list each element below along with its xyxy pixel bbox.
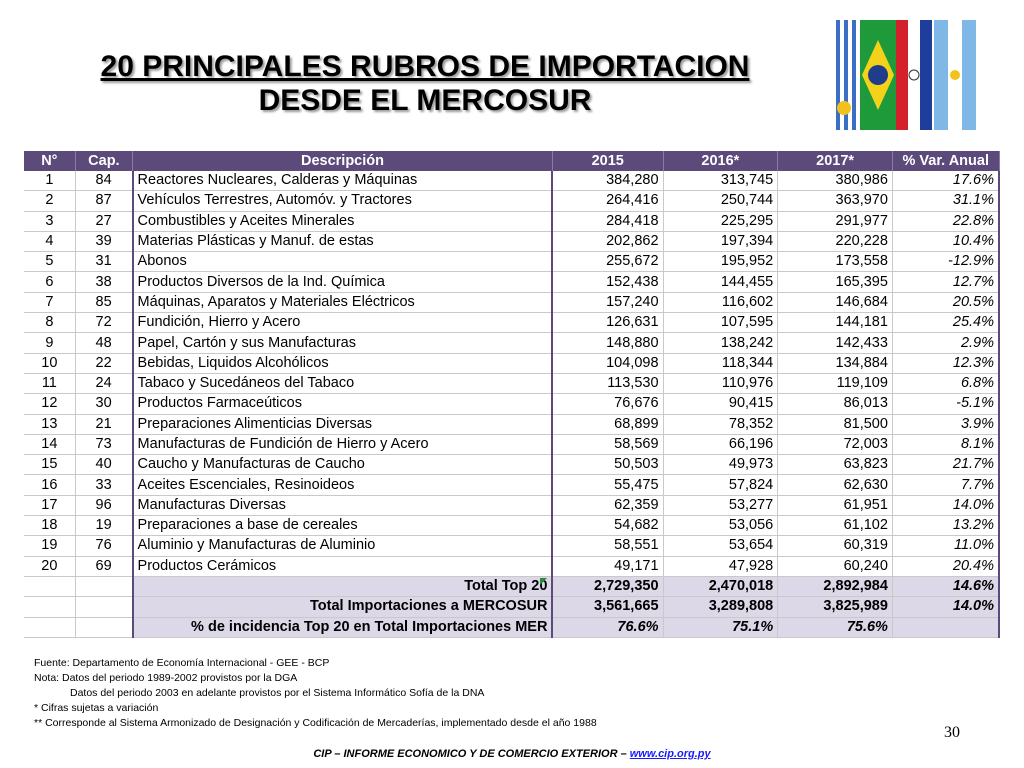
row-2015-cell: 58,569 — [552, 434, 663, 454]
row-num-cell: 3 — [24, 211, 75, 231]
blank-cell — [75, 597, 132, 617]
table-row — [24, 414, 999, 434]
col-header-cap: Cap. — [75, 151, 132, 171]
table-row — [24, 495, 999, 515]
row-2016-cell: 90,415 — [663, 394, 778, 414]
total-2016-cell: 3,289,808 — [663, 597, 778, 617]
note-periodo-dna: Datos del periodo 2003 en adelante provistos por el Sistema Informático Sofía de la DNA — [70, 687, 485, 699]
blank-cell — [24, 617, 75, 637]
col-header-var: % Var. Anual — [892, 151, 999, 171]
row-2017-cell: 61,102 — [778, 516, 893, 536]
row-2015-cell: 255,672 — [552, 252, 663, 272]
row-2017-cell: 86,013 — [778, 394, 893, 414]
row-cap-cell: 38 — [75, 272, 132, 292]
table-row — [24, 434, 999, 454]
row-cap-cell: 85 — [75, 292, 132, 312]
row-2015-cell: 76,676 — [552, 394, 663, 414]
row-var-cell: 12.3% — [892, 353, 999, 373]
paraguay-flag-icon — [896, 20, 932, 130]
row-var-cell: 17.6% — [892, 171, 999, 191]
argentina-flag-icon — [934, 20, 976, 130]
total-2015-cell: 3,561,665 — [552, 597, 663, 617]
col-header-desc: Descripción — [133, 151, 553, 171]
row-desc-cell: Productos Diversos de la Ind. Química — [133, 272, 553, 292]
title-line-1: 20 PRINCIPALES RUBROS DE IMPORTACION — [100, 50, 750, 83]
row-desc-cell: Productos Cerámicos — [133, 556, 553, 576]
row-num-cell: 6 — [24, 272, 75, 292]
total-var-cell: 14.6% — [892, 576, 999, 596]
row-var-cell: -5.1% — [892, 394, 999, 414]
footer-text: CIP – INFORME ECONOMICO Y DE COMERCIO EXTERIOR – — [313, 748, 630, 760]
note-cifras: * Cifras sujetas a variación — [34, 702, 159, 714]
row-num-cell: 7 — [24, 292, 75, 312]
row-2015-cell: 384,280 — [552, 171, 663, 191]
row-2017-cell: 62,630 — [778, 475, 893, 495]
row-var-cell: 22.8% — [892, 211, 999, 231]
row-cap-cell: 96 — [75, 495, 132, 515]
col-header-num: N° — [24, 151, 75, 171]
total-label-cell: Total Importaciones a MERCOSUR — [133, 597, 553, 617]
total-2016-cell: 2,470,018 — [663, 576, 778, 596]
row-2017-cell: 119,109 — [778, 373, 893, 393]
row-2017-cell: 291,977 — [778, 211, 893, 231]
row-2016-cell: 47,928 — [663, 556, 778, 576]
row-desc-cell: Manufacturas Diversas — [133, 495, 553, 515]
row-2017-cell: 363,970 — [778, 191, 893, 211]
row-cap-cell: 19 — [75, 516, 132, 536]
table-row — [24, 394, 999, 414]
row-num-cell: 13 — [24, 414, 75, 434]
row-num-cell: 9 — [24, 333, 75, 353]
row-2017-cell: 220,228 — [778, 231, 893, 251]
row-2016-cell: 110,976 — [663, 373, 778, 393]
row-2016-cell: 144,455 — [663, 272, 778, 292]
row-var-cell: 12.7% — [892, 272, 999, 292]
total-var-cell: 14.0% — [892, 597, 999, 617]
row-var-cell: 21.7% — [892, 455, 999, 475]
blank-cell — [75, 576, 132, 596]
row-2016-cell: 118,344 — [663, 353, 778, 373]
row-2015-cell: 49,171 — [552, 556, 663, 576]
note-sistema-armonizado: ** Corresponde al Sistema Armonizado de Designación y Codificación de Mercaderías, implementado desde el año 1988 — [34, 717, 597, 729]
table-row — [24, 171, 999, 191]
table-row — [24, 313, 999, 333]
footer-link[interactable]: www.cip.org.py — [629, 748, 711, 760]
col-header-2017: 2017* — [778, 151, 893, 171]
total-2017-cell: 2,892,984 — [778, 576, 893, 596]
row-var-cell: 10.4% — [892, 231, 999, 251]
row-2016-cell: 225,295 — [663, 211, 778, 231]
row-2015-cell: 55,475 — [552, 475, 663, 495]
row-2016-cell: 53,056 — [663, 516, 778, 536]
row-2015-cell: 50,503 — [552, 455, 663, 475]
row-2015-cell: 54,682 — [552, 516, 663, 536]
row-var-cell: -12.9% — [892, 252, 999, 272]
row-num-cell: 16 — [24, 475, 75, 495]
row-cap-cell: 76 — [75, 536, 132, 556]
row-cap-cell: 48 — [75, 333, 132, 353]
blank-cell — [24, 597, 75, 617]
row-desc-cell: Preparaciones Alimenticias Diversas — [133, 414, 553, 434]
row-desc-cell: Combustibles y Aceites Minerales — [133, 211, 553, 231]
row-desc-cell: Caucho y Manufacturas de Caucho — [133, 455, 553, 475]
cell-comment-marker — [540, 578, 547, 585]
row-num-cell: 17 — [24, 495, 75, 515]
row-var-cell: 7.7% — [892, 475, 999, 495]
row-2015-cell: 202,862 — [552, 231, 663, 251]
row-desc-cell: Productos Farmaceúticos — [133, 394, 553, 414]
row-2016-cell: 78,352 — [663, 414, 778, 434]
table-row — [24, 455, 999, 475]
row-var-cell: 3.9% — [892, 414, 999, 434]
row-2017-cell: 60,240 — [778, 556, 893, 576]
row-cap-cell: 72 — [75, 313, 132, 333]
row-2015-cell: 148,880 — [552, 333, 663, 353]
row-2017-cell: 60,319 — [778, 536, 893, 556]
total-label-cell: Total Top 20 — [133, 576, 553, 596]
row-cap-cell: 84 — [75, 171, 132, 191]
row-desc-cell: Bebidas, Liquidos Alcohólicos — [133, 353, 553, 373]
row-2017-cell: 63,823 — [778, 455, 893, 475]
table-row — [24, 191, 999, 211]
total-row — [24, 617, 999, 637]
row-2017-cell: 134,884 — [778, 353, 893, 373]
row-2016-cell: 66,196 — [663, 434, 778, 454]
table-row — [24, 333, 999, 353]
row-cap-cell: 69 — [75, 556, 132, 576]
row-cap-cell: 27 — [75, 211, 132, 231]
row-var-cell: 2.9% — [892, 333, 999, 353]
row-2016-cell: 250,744 — [663, 191, 778, 211]
row-cap-cell: 33 — [75, 475, 132, 495]
blank-cell — [24, 576, 75, 596]
title-line-2: DESDE EL MERCOSUR — [258, 84, 592, 117]
row-num-cell: 11 — [24, 373, 75, 393]
total-2017-cell: 75.6% — [778, 617, 893, 637]
row-2017-cell: 146,684 — [778, 292, 893, 312]
row-2017-cell: 72,003 — [778, 434, 893, 454]
row-num-cell: 18 — [24, 516, 75, 536]
row-var-cell: 31.1% — [892, 191, 999, 211]
row-2015-cell: 62,359 — [552, 495, 663, 515]
row-desc-cell: Preparaciones a base de cereales — [133, 516, 553, 536]
table-row — [24, 353, 999, 373]
total-var-cell — [892, 617, 999, 637]
row-2015-cell: 58,551 — [552, 536, 663, 556]
row-num-cell: 4 — [24, 231, 75, 251]
total-row — [24, 576, 999, 596]
row-desc-cell: Materias Plásticas y Manuf. de estas — [133, 231, 553, 251]
col-header-2016: 2016* — [663, 151, 778, 171]
table-row — [24, 373, 999, 393]
blank-cell — [75, 617, 132, 637]
page-number: 30 — [944, 724, 960, 741]
row-num-cell: 19 — [24, 536, 75, 556]
row-2015-cell: 152,438 — [552, 272, 663, 292]
table-row — [24, 516, 999, 536]
row-2015-cell: 157,240 — [552, 292, 663, 312]
row-num-cell: 15 — [24, 455, 75, 475]
row-var-cell: 6.8% — [892, 373, 999, 393]
table-row — [24, 556, 999, 576]
row-num-cell: 10 — [24, 353, 75, 373]
imports-table — [24, 151, 1000, 638]
row-2017-cell: 165,395 — [778, 272, 893, 292]
total-2015-cell: 76.6% — [552, 617, 663, 637]
page-title — [40, 50, 810, 118]
row-num-cell: 5 — [24, 252, 75, 272]
footnotes — [34, 656, 597, 731]
row-2015-cell: 126,631 — [552, 313, 663, 333]
row-num-cell: 1 — [24, 171, 75, 191]
row-2015-cell: 68,899 — [552, 414, 663, 434]
row-desc-cell: Manufacturas de Fundición de Hierro y Acero — [133, 434, 553, 454]
table-row — [24, 475, 999, 495]
row-cap-cell: 22 — [75, 353, 132, 373]
row-cap-cell: 30 — [75, 394, 132, 414]
row-2015-cell: 104,098 — [552, 353, 663, 373]
row-num-cell: 12 — [24, 394, 75, 414]
row-var-cell: 25.4% — [892, 313, 999, 333]
table-row — [24, 292, 999, 312]
brazil-flag-icon — [860, 20, 896, 130]
row-num-cell: 20 — [24, 556, 75, 576]
row-desc-cell: Aluminio y Manufacturas de Aluminio — [133, 536, 553, 556]
row-cap-cell: 87 — [75, 191, 132, 211]
table-row — [24, 211, 999, 231]
total-label-cell: % de incidencia Top 20 en Total Importaciones MER — [133, 617, 553, 637]
row-desc-cell: Papel, Cartón y sus Manufacturas — [133, 333, 553, 353]
note-fuente: Fuente: Departamento de Economía Internacional - GEE - BCP — [34, 657, 330, 669]
row-cap-cell: 39 — [75, 231, 132, 251]
row-var-cell: 11.0% — [892, 536, 999, 556]
row-2016-cell: 107,595 — [663, 313, 778, 333]
row-2017-cell: 144,181 — [778, 313, 893, 333]
row-2017-cell: 173,558 — [778, 252, 893, 272]
total-2016-cell: 75.1% — [663, 617, 778, 637]
row-desc-cell: Vehículos Terrestres, Automóv. y Tractores — [133, 191, 553, 211]
row-2015-cell: 264,416 — [552, 191, 663, 211]
row-2016-cell: 313,745 — [663, 171, 778, 191]
row-2017-cell: 61,951 — [778, 495, 893, 515]
row-2016-cell: 116,602 — [663, 292, 778, 312]
row-num-cell: 14 — [24, 434, 75, 454]
mercosur-flags-logo — [834, 20, 980, 130]
row-2015-cell: 284,418 — [552, 211, 663, 231]
note-periodo-dga: Nota: Datos del periodo 1989-2002 provistos por la DGA — [34, 672, 298, 684]
row-desc-cell: Máquinas, Aparatos y Materiales Eléctricos — [133, 292, 553, 312]
row-2015-cell: 113,530 — [552, 373, 663, 393]
row-2016-cell: 53,277 — [663, 495, 778, 515]
row-var-cell: 8.1% — [892, 434, 999, 454]
row-desc-cell: Reactores Nucleares, Calderas y Máquinas — [133, 171, 553, 191]
table-header-row — [24, 151, 999, 171]
total-row — [24, 597, 999, 617]
table-row — [24, 536, 999, 556]
row-cap-cell: 24 — [75, 373, 132, 393]
table-row — [24, 252, 999, 272]
table-row — [24, 231, 999, 251]
total-2017-cell: 3,825,989 — [778, 597, 893, 617]
row-var-cell: 14.0% — [892, 495, 999, 515]
row-cap-cell: 40 — [75, 455, 132, 475]
row-2016-cell: 57,824 — [663, 475, 778, 495]
row-var-cell: 13.2% — [892, 516, 999, 536]
row-var-cell: 20.4% — [892, 556, 999, 576]
col-header-2015: 2015 — [552, 151, 663, 171]
row-desc-cell: Tabaco y Sucedáneos del Tabaco — [133, 373, 553, 393]
row-2016-cell: 49,973 — [663, 455, 778, 475]
row-2016-cell: 195,952 — [663, 252, 778, 272]
row-cap-cell: 21 — [75, 414, 132, 434]
row-desc-cell: Aceites Escenciales, Resinoideos — [133, 475, 553, 495]
row-desc-cell: Abonos — [133, 252, 553, 272]
footer — [0, 748, 1024, 760]
row-cap-cell: 31 — [75, 252, 132, 272]
row-num-cell: 8 — [24, 313, 75, 333]
row-2017-cell: 142,433 — [778, 333, 893, 353]
row-2016-cell: 138,242 — [663, 333, 778, 353]
row-cap-cell: 73 — [75, 434, 132, 454]
row-2017-cell: 81,500 — [778, 414, 893, 434]
row-2016-cell: 197,394 — [663, 231, 778, 251]
row-desc-cell: Fundición, Hierro y Acero — [133, 313, 553, 333]
table-row — [24, 272, 999, 292]
total-2015-cell: 2,729,350 — [552, 576, 663, 596]
uruguay-flag-icon — [834, 20, 860, 130]
row-2016-cell: 53,654 — [663, 536, 778, 556]
row-var-cell: 20.5% — [892, 292, 999, 312]
row-num-cell: 2 — [24, 191, 75, 211]
row-2017-cell: 380,986 — [778, 171, 893, 191]
